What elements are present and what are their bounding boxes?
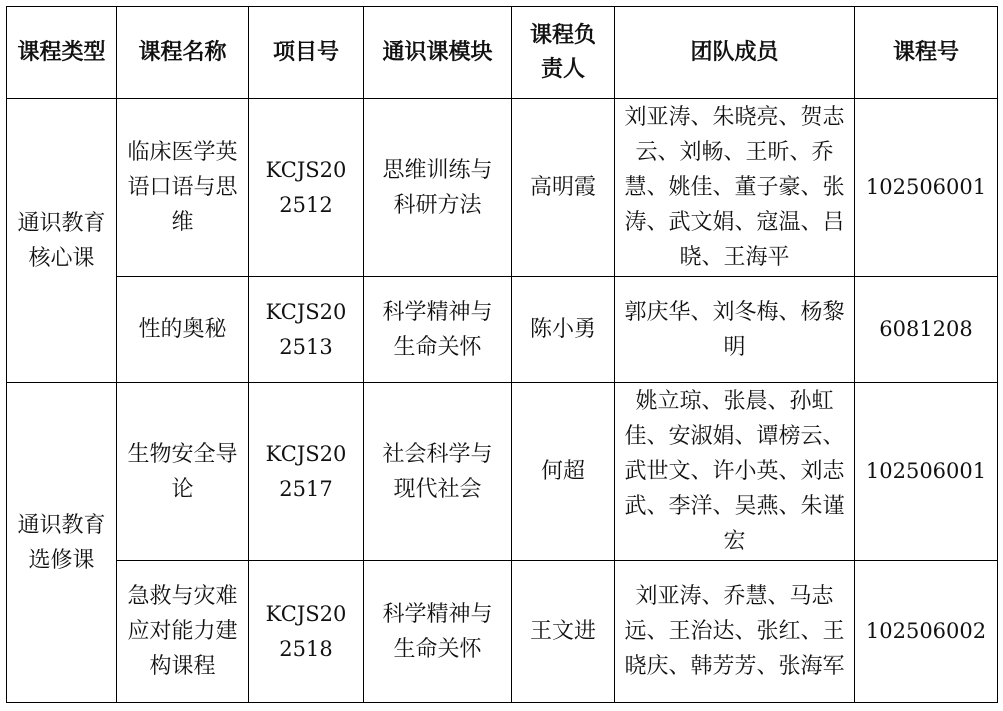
course-type-cell: 通识教育核心课 [7,99,117,383]
project-no-cell: KCJS202513 [249,277,364,383]
module-cell: 科学精神与生命关怀 [364,277,512,383]
header-module: 通识课模块 [364,7,512,99]
header-course-type: 课程类型 [7,7,117,99]
leader-cell: 何超 [512,383,615,561]
members-cell: 郭庆华、刘冬梅、杨黎明 [615,277,855,383]
course-name-cell: 急救与灾难应对能力建构课程 [117,561,249,703]
project-no-cell: KCJS202512 [249,99,364,277]
table-row [7,383,998,561]
table-row [7,99,998,277]
course-no-cell: 102506001 [855,383,998,561]
header-leader: 课程负责人 [512,7,615,99]
course-no-cell: 6081208 [855,277,998,383]
leader-cell: 王文进 [512,561,615,703]
table-row [7,561,998,703]
course-name-cell: 性的奥秘 [117,277,249,383]
header-project-no: 项目号 [249,7,364,99]
project-no-cell: KCJS202518 [249,561,364,703]
module-cell: 社会科学与现代社会 [364,383,512,561]
members-cell: 刘亚涛、朱晓亮、贺志云、刘畅、王昕、乔慧、姚佳、董子豪、张涛、武文娟、寇温、吕晓、王海平 [615,99,855,277]
course-table [6,6,998,703]
leader-cell: 高明霞 [512,99,615,277]
module-cell: 科学精神与生命关怀 [364,561,512,703]
course-no-cell: 102506002 [855,561,998,703]
members-cell: 姚立琼、张晨、孙虹佳、安淑娟、谭榜云、武世文、许小英、刘志武、李洋、吴燕、朱谨宏 [615,383,855,561]
members-cell: 刘亚涛、乔慧、马志远、王治达、张红、王晓庆、韩芳芳、张海军 [615,561,855,703]
table-row [7,277,998,383]
header-course-name: 课程名称 [117,7,249,99]
course-name-cell: 临床医学英语口语与思维 [117,99,249,277]
course-no-cell: 102506001 [855,99,998,277]
header-members: 团队成员 [615,7,855,99]
module-cell: 思维训练与科研方法 [364,99,512,277]
header-row [7,7,998,99]
course-type-cell: 通识教育选修课 [7,383,117,703]
leader-cell: 陈小勇 [512,277,615,383]
course-name-cell: 生物安全导论 [117,383,249,561]
project-no-cell: KCJS202517 [249,383,364,561]
header-course-no: 课程号 [855,7,998,99]
